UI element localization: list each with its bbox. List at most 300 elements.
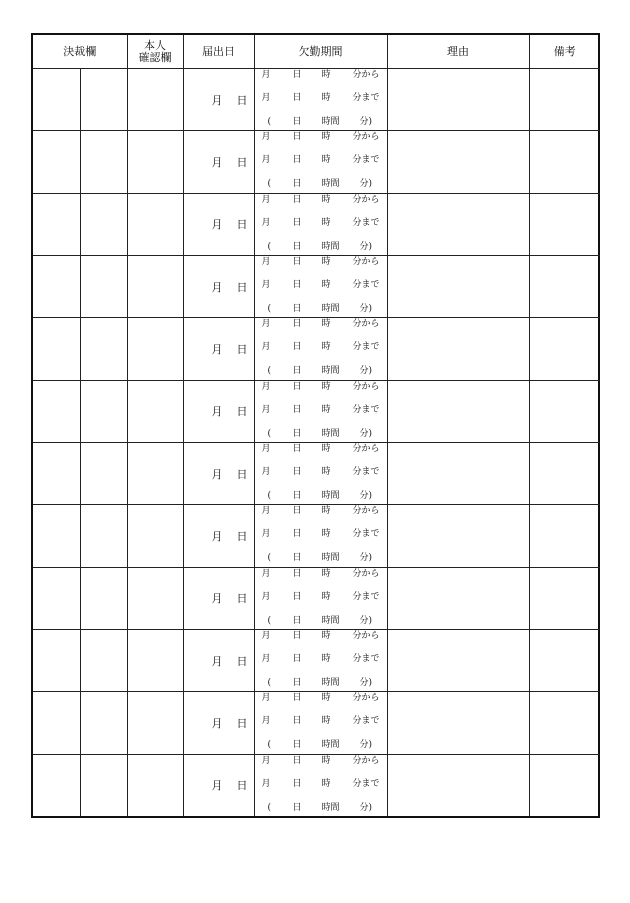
start-day-label: 日: [292, 319, 302, 330]
period-duration-line: [255, 678, 387, 689]
end-month-label: 月: [261, 466, 271, 477]
remarks-cell[interactable]: [529, 380, 600, 442]
remarks-cell[interactable]: [529, 193, 600, 255]
end-hour-label: 時: [321, 466, 331, 477]
start-hour-label: 時: [321, 755, 331, 766]
self-confirmation-cell[interactable]: [127, 318, 183, 380]
notify-day-label: 日: [236, 280, 248, 294]
absence-period-cell[interactable]: [254, 193, 387, 255]
end-month-label: 月: [261, 591, 271, 602]
absence-table: [33, 35, 600, 816]
remarks-cell[interactable]: [529, 505, 600, 567]
notify-month-label: 月: [211, 405, 223, 419]
absence-period-cell[interactable]: [254, 505, 387, 567]
period-start-line: [255, 195, 387, 206]
self-confirmation-cell[interactable]: [127, 442, 183, 504]
notify-day-label: 日: [236, 529, 248, 543]
reason-cell[interactable]: [387, 255, 529, 317]
approval-stamp-cell-1[interactable]: [33, 255, 80, 317]
start-day-label: 日: [292, 693, 302, 704]
end-month-label: 月: [261, 716, 271, 727]
duration-day-label: 日: [292, 303, 302, 314]
absence-period-cell[interactable]: [254, 442, 387, 504]
notify-month-label: 月: [211, 592, 223, 606]
period-duration-line: [255, 242, 387, 253]
start-month-label: 月: [261, 256, 271, 267]
table-row: [33, 69, 600, 131]
start-hour-label: 時: [321, 256, 331, 267]
approval-stamp-cell-1[interactable]: [33, 442, 80, 504]
notify-month-label: 月: [211, 654, 223, 668]
period-duration-line: [255, 803, 387, 814]
duration-hours-label: 時間: [321, 428, 340, 439]
end-day-label: 日: [292, 529, 302, 540]
self-confirmation-cell[interactable]: [127, 567, 183, 629]
period-start-line: [255, 382, 387, 393]
start-month-label: 月: [261, 194, 271, 205]
end-hour-label: 時: [321, 404, 331, 415]
notify-day-label: 日: [236, 93, 248, 107]
start-month-label: 月: [261, 319, 271, 330]
start-day-label: 日: [292, 443, 302, 454]
approval-stamp-cell-1[interactable]: [33, 567, 80, 629]
notify-date-cell[interactable]: [183, 505, 254, 567]
table-row: [33, 629, 600, 691]
duration-paren-open: (: [267, 740, 272, 751]
end-minute-until-label: 分まで: [352, 529, 380, 540]
approval-stamp-cell-2[interactable]: [80, 318, 127, 380]
table-row: [33, 754, 600, 816]
start-day-label: 日: [292, 568, 302, 579]
start-month-label: 月: [261, 755, 271, 766]
end-day-label: 日: [292, 93, 302, 103]
period-end-line: [255, 716, 387, 727]
approval-stamp-cell-1[interactable]: [33, 692, 80, 754]
notify-month-label: 月: [211, 467, 223, 481]
period-start-line: [255, 132, 387, 143]
end-hour-label: 時: [321, 342, 331, 353]
reason-cell[interactable]: [387, 754, 529, 816]
header-remarks: 備考: [529, 35, 600, 69]
approval-stamp-cell-1[interactable]: [33, 69, 80, 131]
approval-stamp-cell-2[interactable]: [80, 193, 127, 255]
period-duration-line: [255, 117, 387, 128]
duration-day-label: 日: [292, 241, 302, 252]
end-day-label: 日: [292, 653, 302, 664]
end-month-label: 月: [261, 342, 271, 353]
approval-stamp-cell-1[interactable]: [33, 754, 80, 816]
start-minute-from-label: 分から: [352, 194, 380, 205]
notify-day-label: 日: [236, 405, 248, 419]
duration-paren-open: (: [267, 303, 272, 314]
end-hour-label: 時: [321, 93, 331, 103]
end-day-label: 日: [292, 155, 302, 166]
remarks-cell[interactable]: [529, 69, 600, 131]
absence-period-cell[interactable]: [254, 567, 387, 629]
start-hour-label: 時: [321, 381, 331, 392]
notify-month-label: 月: [211, 779, 223, 793]
start-minute-from-label: 分から: [352, 381, 380, 392]
period-end-line: [255, 529, 387, 540]
self-confirmation-cell[interactable]: [127, 505, 183, 567]
notify-date-cell[interactable]: [183, 567, 254, 629]
absence-period-cell[interactable]: [254, 692, 387, 754]
table-row: [33, 692, 600, 754]
start-day-label: 日: [292, 70, 302, 80]
table-row: [33, 193, 600, 255]
start-hour-label: 時: [321, 506, 331, 517]
table-row: [33, 255, 600, 317]
start-minute-from-label: 分から: [352, 70, 380, 80]
header-reason: 理由: [387, 35, 529, 69]
duration-hours-label: 時間: [321, 117, 340, 127]
duration-day-label: 日: [292, 615, 302, 626]
remarks-cell[interactable]: [529, 754, 600, 816]
end-hour-label: 時: [321, 217, 331, 228]
self-confirmation-cell[interactable]: [127, 131, 183, 193]
approval-stamp-cell-2[interactable]: [80, 255, 127, 317]
absence-period-cell[interactable]: [254, 255, 387, 317]
duration-hours-label: 時間: [321, 179, 340, 190]
duration-minutes-label: 分): [359, 241, 373, 252]
duration-paren-open: (: [267, 615, 272, 626]
duration-day-label: 日: [292, 366, 302, 377]
end-day-label: 日: [292, 716, 302, 727]
duration-day-label: 日: [292, 677, 302, 688]
absence-period-cell[interactable]: [254, 131, 387, 193]
duration-hours-label: 時間: [321, 366, 340, 377]
duration-hours-label: 時間: [321, 303, 340, 314]
end-minute-until-label: 分まで: [352, 279, 380, 290]
start-day-label: 日: [292, 506, 302, 517]
duration-paren-open: (: [267, 802, 272, 813]
header-self-confirmation: [127, 35, 183, 69]
reason-cell[interactable]: [387, 380, 529, 442]
start-minute-from-label: 分から: [352, 443, 380, 454]
header-absence-period: 欠勤期間: [254, 35, 387, 69]
approval-stamp-cell-1[interactable]: [33, 318, 80, 380]
end-hour-label: 時: [321, 279, 331, 290]
duration-day-label: 日: [292, 428, 302, 439]
start-day-label: 日: [292, 194, 302, 205]
start-day-label: 日: [292, 256, 302, 267]
reason-cell[interactable]: [387, 442, 529, 504]
start-minute-from-label: 分から: [352, 319, 380, 330]
reason-cell[interactable]: [387, 318, 529, 380]
notify-date-cell[interactable]: [183, 255, 254, 317]
period-start-line: [255, 569, 387, 580]
end-month-label: 月: [261, 279, 271, 290]
period-duration-line: [255, 304, 387, 315]
approval-stamp-cell-1[interactable]: [33, 193, 80, 255]
duration-minutes-label: 分): [359, 490, 373, 501]
absence-period-cell[interactable]: [254, 754, 387, 816]
duration-hours-label: 時間: [321, 241, 340, 252]
header-self-confirmation-line1: 本人: [144, 38, 166, 52]
duration-hours-label: 時間: [321, 802, 340, 813]
reason-cell[interactable]: [387, 505, 529, 567]
end-month-label: 月: [261, 778, 271, 789]
duration-day-label: 日: [292, 553, 302, 564]
start-minute-from-label: 分から: [352, 755, 380, 766]
duration-minutes-label: 分): [359, 303, 373, 314]
end-month-label: 月: [261, 155, 271, 166]
self-confirmation-cell[interactable]: [127, 255, 183, 317]
notify-month-label: 月: [211, 280, 223, 294]
notify-month-label: 月: [211, 218, 223, 232]
remarks-cell[interactable]: [529, 255, 600, 317]
duration-paren-open: (: [267, 428, 272, 439]
duration-hours-label: 時間: [321, 740, 340, 751]
period-start-line: [255, 506, 387, 517]
end-minute-until-label: 分まで: [352, 155, 380, 166]
table-row: [33, 380, 600, 442]
remarks-cell[interactable]: [529, 629, 600, 691]
table-row: [33, 442, 600, 504]
end-minute-until-label: 分まで: [352, 591, 380, 602]
approval-stamp-cell-1[interactable]: [33, 380, 80, 442]
approval-stamp-cell-2[interactable]: [80, 692, 127, 754]
notify-date-cell[interactable]: [183, 754, 254, 816]
end-month-label: 月: [261, 217, 271, 228]
duration-minutes-label: 分): [359, 117, 373, 127]
end-day-label: 日: [292, 217, 302, 228]
approval-stamp-cell-2[interactable]: [80, 629, 127, 691]
end-day-label: 日: [292, 279, 302, 290]
end-minute-until-label: 分まで: [352, 93, 380, 103]
self-confirmation-cell[interactable]: [127, 754, 183, 816]
notify-day-label: 日: [236, 716, 248, 730]
start-month-label: 月: [261, 70, 271, 80]
period-end-line: [255, 218, 387, 229]
notify-day-label: 日: [236, 467, 248, 481]
notify-month-label: 月: [211, 342, 223, 356]
duration-paren-open: (: [267, 179, 272, 190]
approval-stamp-cell-2[interactable]: [80, 505, 127, 567]
end-minute-until-label: 分まで: [352, 716, 380, 727]
notify-day-label: 日: [236, 779, 248, 793]
duration-paren-open: (: [267, 677, 272, 688]
end-hour-label: 時: [321, 778, 331, 789]
duration-day-label: 日: [292, 740, 302, 751]
absence-record-form: [31, 33, 600, 818]
notify-month-label: 月: [211, 529, 223, 543]
remarks-cell[interactable]: [529, 131, 600, 193]
start-month-label: 月: [261, 693, 271, 704]
notify-date-cell[interactable]: [183, 193, 254, 255]
reason-cell[interactable]: [387, 629, 529, 691]
remarks-cell[interactable]: [529, 318, 600, 380]
table-row: [33, 131, 600, 193]
period-end-line: [255, 93, 387, 104]
period-end-line: [255, 280, 387, 291]
duration-paren-open: (: [267, 117, 272, 127]
start-hour-label: 時: [321, 70, 331, 80]
start-hour-label: 時: [321, 630, 331, 641]
end-month-label: 月: [261, 93, 271, 103]
reason-cell[interactable]: [387, 131, 529, 193]
notify-day-label: 日: [236, 155, 248, 169]
approval-stamp-cell-2[interactable]: [80, 380, 127, 442]
approval-stamp-cell-2[interactable]: [80, 567, 127, 629]
table-body: [33, 69, 600, 817]
start-hour-label: 時: [321, 194, 331, 205]
duration-day-label: 日: [292, 490, 302, 501]
start-minute-from-label: 分から: [352, 630, 380, 641]
start-hour-label: 時: [321, 693, 331, 704]
period-start-line: [255, 631, 387, 642]
absence-period-cell[interactable]: [254, 629, 387, 691]
notify-date-cell[interactable]: [183, 629, 254, 691]
start-month-label: 月: [261, 630, 271, 641]
end-minute-until-label: 分まで: [352, 404, 380, 415]
end-day-label: 日: [292, 342, 302, 353]
period-start-line: [255, 444, 387, 455]
start-hour-label: 時: [321, 132, 331, 143]
start-minute-from-label: 分から: [352, 506, 380, 517]
end-day-label: 日: [292, 778, 302, 789]
self-confirmation-cell[interactable]: [127, 380, 183, 442]
duration-paren-open: (: [267, 490, 272, 501]
period-start-line: [255, 319, 387, 330]
period-start-line: [255, 257, 387, 268]
reason-cell[interactable]: [387, 193, 529, 255]
notify-date-cell[interactable]: [183, 318, 254, 380]
approval-stamp-cell-2[interactable]: [80, 754, 127, 816]
start-hour-label: 時: [321, 443, 331, 454]
start-month-label: 月: [261, 381, 271, 392]
period-end-line: [255, 467, 387, 478]
remarks-cell[interactable]: [529, 567, 600, 629]
approval-stamp-cell-2[interactable]: [80, 131, 127, 193]
reason-cell[interactable]: [387, 692, 529, 754]
notify-month-label: 月: [211, 716, 223, 730]
reason-cell[interactable]: [387, 567, 529, 629]
period-end-line: [255, 405, 387, 416]
notify-day-label: 日: [236, 218, 248, 232]
start-day-label: 日: [292, 132, 302, 143]
approval-stamp-cell-1[interactable]: [33, 629, 80, 691]
duration-day-label: 日: [292, 179, 302, 190]
self-confirmation-cell[interactable]: [127, 692, 183, 754]
notify-month-label: 月: [211, 155, 223, 169]
duration-hours-label: 時間: [321, 553, 340, 564]
header-self-confirmation-line2: 確認欄: [138, 50, 172, 64]
end-day-label: 日: [292, 404, 302, 415]
period-end-line: [255, 592, 387, 603]
notify-day-label: 日: [236, 654, 248, 668]
duration-hours-label: 時間: [321, 615, 340, 626]
table-row: [33, 505, 600, 567]
duration-minutes-label: 分): [359, 740, 373, 751]
header-approval: 決裁欄: [33, 35, 127, 69]
end-hour-label: 時: [321, 653, 331, 664]
start-day-label: 日: [292, 755, 302, 766]
start-minute-from-label: 分から: [352, 256, 380, 267]
period-end-line: [255, 155, 387, 166]
remarks-cell[interactable]: [529, 442, 600, 504]
duration-minutes-label: 分): [359, 802, 373, 813]
duration-minutes-label: 分): [359, 677, 373, 688]
duration-minutes-label: 分): [359, 615, 373, 626]
notify-day-label: 日: [236, 592, 248, 606]
end-month-label: 月: [261, 404, 271, 415]
period-duration-line: [255, 366, 387, 377]
end-hour-label: 時: [321, 529, 331, 540]
period-duration-line: [255, 179, 387, 190]
start-day-label: 日: [292, 630, 302, 641]
duration-day-label: 日: [292, 802, 302, 813]
notify-month-label: 月: [211, 93, 223, 107]
approval-stamp-cell-1[interactable]: [33, 505, 80, 567]
duration-minutes-label: 分): [359, 553, 373, 564]
period-duration-line: [255, 429, 387, 440]
start-hour-label: 時: [321, 319, 331, 330]
notify-day-label: 日: [236, 342, 248, 356]
approval-stamp-cell-2[interactable]: [80, 69, 127, 131]
duration-paren-open: (: [267, 366, 272, 377]
notify-date-cell[interactable]: [183, 131, 254, 193]
end-minute-until-label: 分まで: [352, 217, 380, 228]
start-month-label: 月: [261, 568, 271, 579]
end-minute-until-label: 分まで: [352, 653, 380, 664]
period-duration-line: [255, 740, 387, 751]
table-row: [33, 318, 600, 380]
start-minute-from-label: 分から: [352, 132, 380, 143]
end-day-label: 日: [292, 591, 302, 602]
duration-minutes-label: 分): [359, 179, 373, 190]
start-month-label: 月: [261, 506, 271, 517]
notify-date-cell[interactable]: [183, 69, 254, 131]
notify-date-cell[interactable]: [183, 380, 254, 442]
duration-minutes-label: 分): [359, 366, 373, 377]
absence-period-cell[interactable]: [254, 69, 387, 131]
self-confirmation-cell[interactable]: [127, 629, 183, 691]
duration-minutes-label: 分): [359, 428, 373, 439]
header-row: [33, 35, 600, 69]
end-minute-until-label: 分まで: [352, 466, 380, 477]
end-hour-label: 時: [321, 591, 331, 602]
end-minute-until-label: 分まで: [352, 778, 380, 789]
period-end-line: [255, 654, 387, 665]
reason-cell[interactable]: [387, 69, 529, 131]
absence-period-cell[interactable]: [254, 318, 387, 380]
approval-stamp-cell-1[interactable]: [33, 131, 80, 193]
period-duration-line: [255, 553, 387, 564]
period-start-line: [255, 756, 387, 767]
duration-hours-label: 時間: [321, 490, 340, 501]
duration-paren-open: (: [267, 553, 272, 564]
end-hour-label: 時: [321, 716, 331, 727]
start-minute-from-label: 分から: [352, 568, 380, 579]
header-notify-date: 届出日: [183, 35, 254, 69]
notify-date-cell[interactable]: [183, 692, 254, 754]
period-start-line: [255, 693, 387, 704]
approval-stamp-cell-2[interactable]: [80, 442, 127, 504]
notify-date-cell[interactable]: [183, 442, 254, 504]
duration-paren-open: (: [267, 241, 272, 252]
self-confirmation-cell[interactable]: [127, 193, 183, 255]
start-minute-from-label: 分から: [352, 693, 380, 704]
end-minute-until-label: 分まで: [352, 342, 380, 353]
self-confirmation-cell[interactable]: [127, 69, 183, 131]
remarks-cell[interactable]: [529, 692, 600, 754]
end-hour-label: 時: [321, 155, 331, 166]
start-month-label: 月: [261, 443, 271, 454]
period-end-line: [255, 779, 387, 790]
absence-period-cell[interactable]: [254, 380, 387, 442]
period-duration-line: [255, 616, 387, 627]
